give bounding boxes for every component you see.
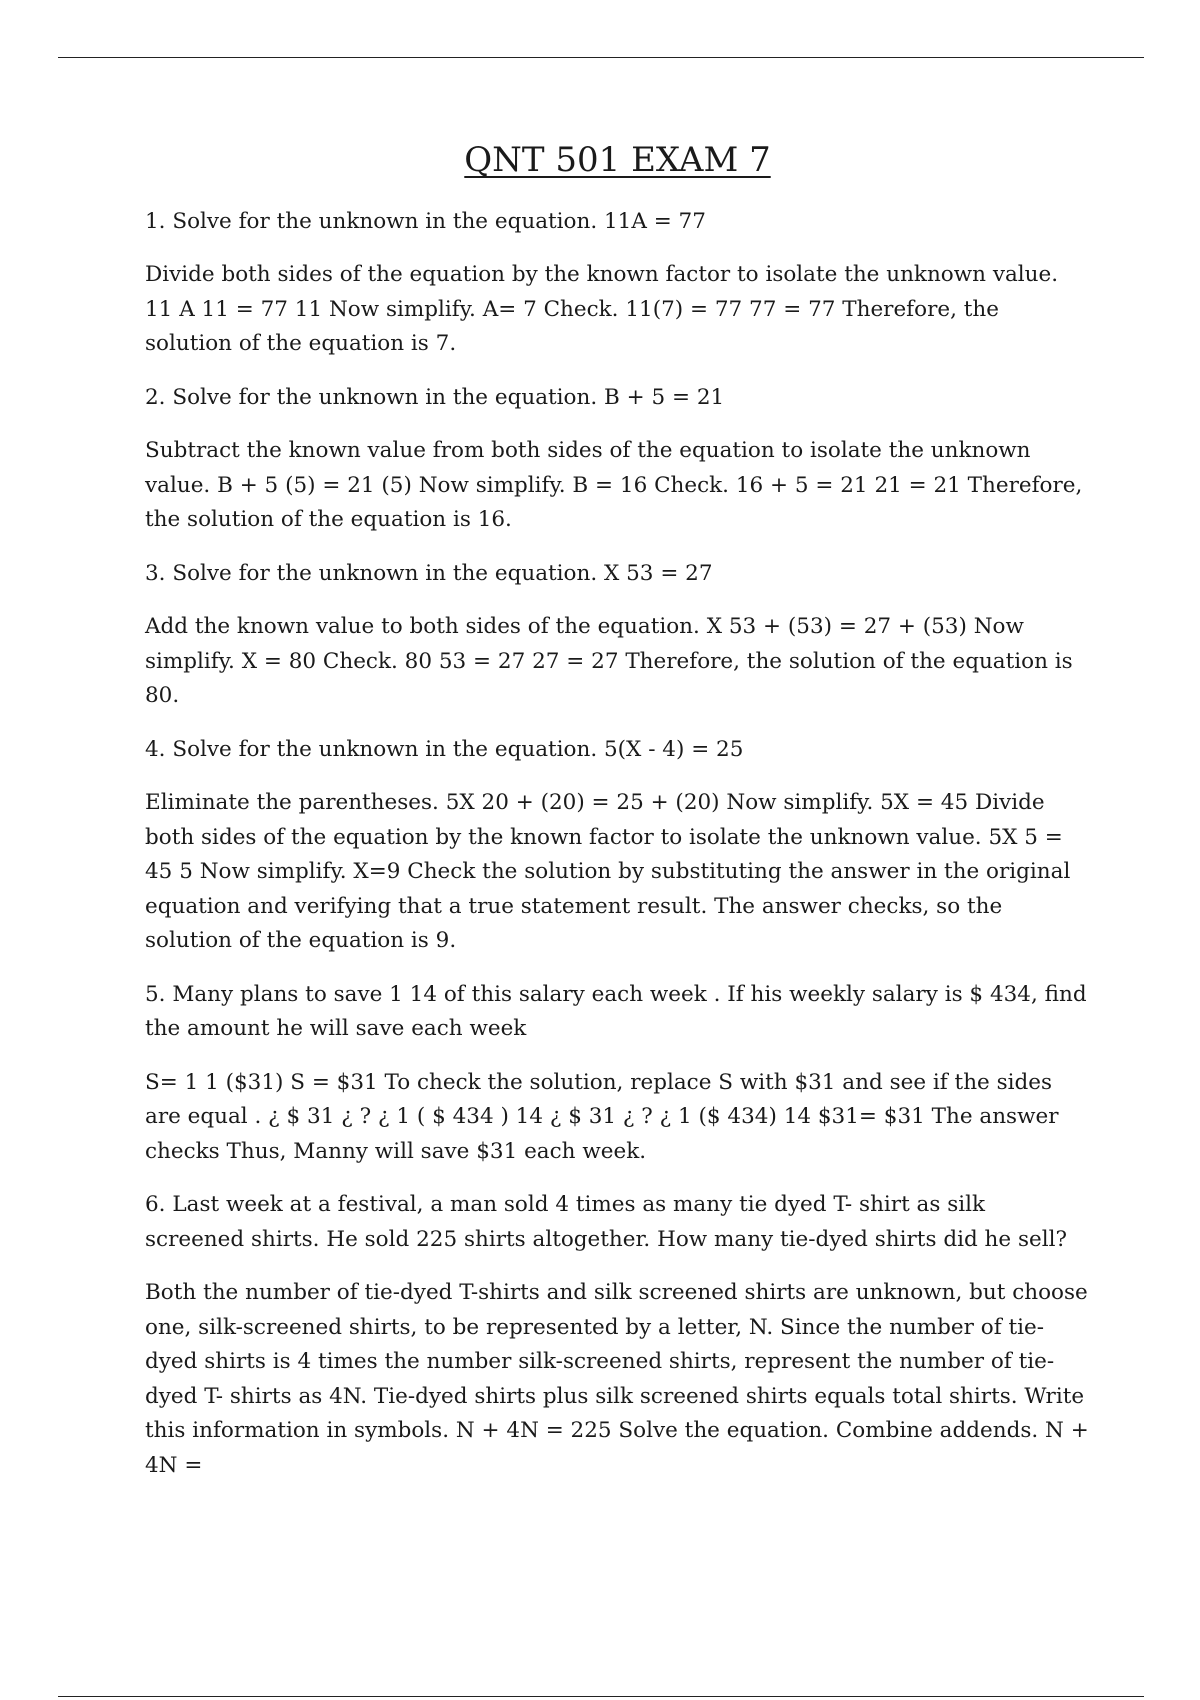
answer-1: Divide both sides of the equation by the known factor to isolate the unknown value. 11 A 11 = 77 11 Now simplify. A= 7 Check. 11(7) = 77 77 = 77 Therefore, the solution of the equation is 7. xyxy=(145,262,1059,357)
answer-2: Subtract the known value from both sides of the equation to isolate the unknown value. B + 5 (5) = 21 (5) Now simplify. B = 16 Check. 16 + 5 = 21 21 = 21 Therefore, the solution of the equation is 16. xyxy=(145,438,1083,533)
answer-5: S= 1 1 ($31) S = $31 To check the solution, replace S with $31 and see if the sides are equal . ¿ $ 31 ¿ ? ¿ 1 ( $ 434 ) 14 ¿ $ 31 ¿ ? ¿ 1 ($ 434) 14 $31= $31 The answer checks Thus, Manny will save $31 each week. xyxy=(145,1069,1059,1164)
document-body xyxy=(145,140,1090,1502)
exam-item-1 xyxy=(145,205,1090,362)
top-rule xyxy=(58,57,1144,58)
question-6: 6. Last week at a festival, a man sold 4 times as many tie dyed T- shirt as silk screened shirts. He sold 225 shirts altogether. How many tie-dyed shirts did he sell? xyxy=(145,1192,1067,1252)
answer-4: Eliminate the parentheses. 5X 20 + (20) = 25 + (20) Now simplify. 5X = 45 Divide both sides of the equation by the known factor to isolate the unknown value. 5X 5 = 45 5 Now simplify. X=9 Check the solution by substituting the answer in the original equation and verifying that a true statement result. The answer checks, so the solution of the equation is 9. xyxy=(145,790,1071,954)
question-2: 2. Solve for the unknown in the equation. B + 5 = 21 xyxy=(145,384,725,410)
answer-6: Both the number of tie-dyed T-shirts and silk screened shirts are unknown, but choose one, silk-screened shirts, to be represented by a letter, N. Since the number of tie-dyed shirts is 4 times the number silk-screened shirts, represent the number of tie-dyed T- shirts as 4N. Tie-dyed shirts plus silk screened shirts equals total shirts. Write this information in symbols. N + 4N = 225 Solve the equation. Combine addends. N + 4N = xyxy=(145,1280,1089,1478)
exam-item-6 xyxy=(145,1188,1090,1483)
exam-item-5 xyxy=(145,978,1090,1170)
exam-item-4 xyxy=(145,733,1090,959)
question-5: 5. Many plans to save 1 14 of this salary each week . If his weekly salary is $ 434, find the amount he will save each week xyxy=(145,981,1087,1042)
exam-item-3 xyxy=(145,557,1090,714)
question-3: 3. Solve for the unknown in the equation. X 53 = 27 xyxy=(145,560,713,586)
answer-3: Add the known value to both sides of the equation. X 53 + (53) = 27 + (53) Now simplify. X = 80 Check. 80 53 = 27 27 = 27 Therefore, the solution of the equation is 80. xyxy=(145,614,1073,709)
page-title: QNT 501 EXAM 7 xyxy=(464,140,771,180)
exam-item-2 xyxy=(145,381,1090,538)
question-1: 1. Solve for the unknown in the equation. 11A = 77 xyxy=(145,208,706,234)
bottom-rule xyxy=(58,1696,1144,1697)
question-4: 4. Solve for the unknown in the equation. 5(X - 4) = 25 xyxy=(145,736,744,762)
